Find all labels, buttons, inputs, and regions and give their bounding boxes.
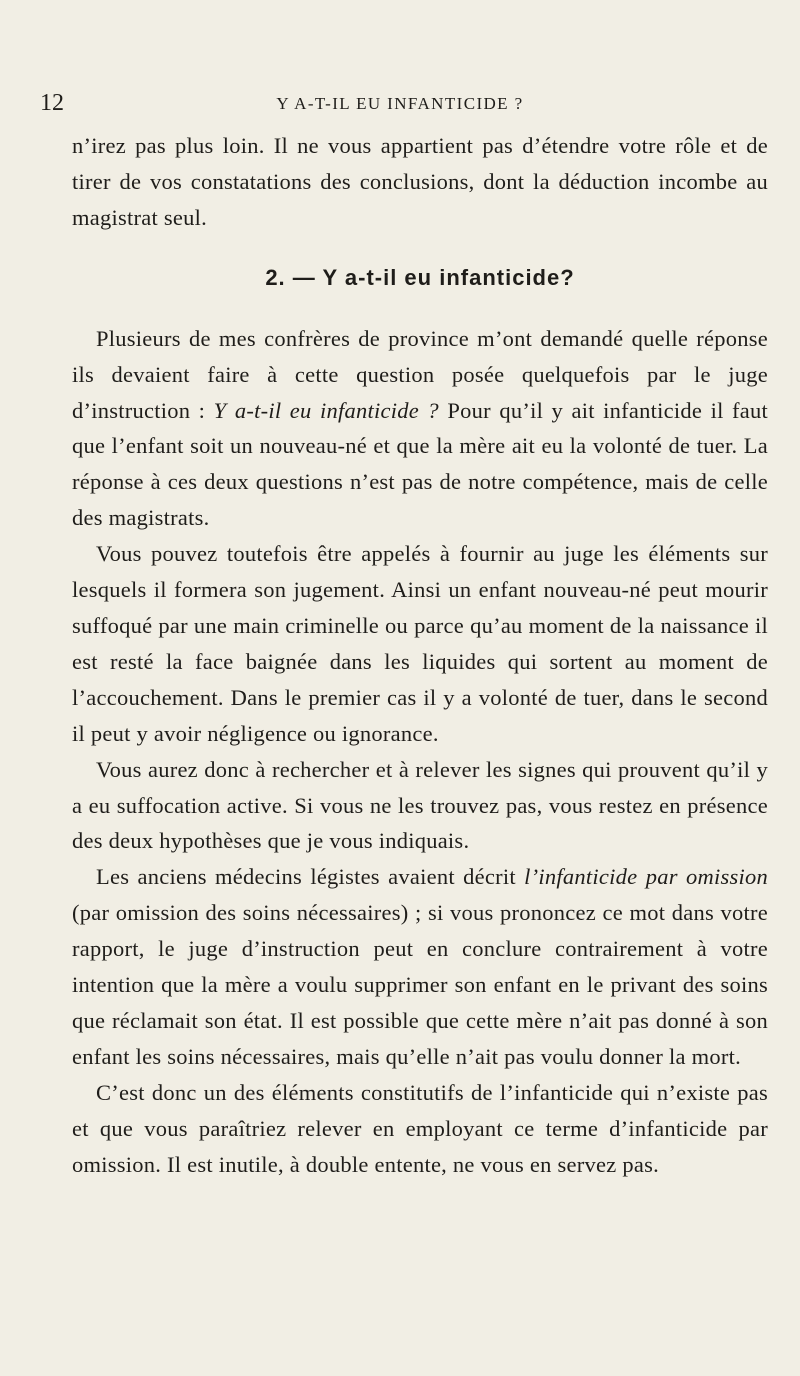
paragraph-3: Vous aurez donc à rechercher et à relever les signes qui prouvent qu’il y a eu suffocation active. Si vous ne les trouvez pas, vous restez en présence des deux hypothèses que je vous indiquais. xyxy=(72,756,768,854)
section-heading: 2. — Y a-t-il eu infanticide? xyxy=(265,264,575,290)
paragraph-4-text-b: (par omission des soins nécessaires) ; si vous prononcez ce mot dans votre rapport, le juge d’instruction peut en conclure contrairement à votre intention que la mère a voulu supprimer son enfant en le privant des soins que réclamait son état. Il est possible que cette mère n’ait pas donné à son enfant les soins nécessaires, mais qu’elle n’ait pas voulu donner la mort. xyxy=(72,900,768,1069)
paragraph-5: C’est donc un des éléments constitutifs de l’infanticide qui n’existe pas et que vous paraîtriez relever en employant ce terme d’infanticide par omission. Il est inutile, à double entente, ne vous en servez pas. xyxy=(72,1079,768,1177)
page-number: 12 xyxy=(40,90,64,116)
paragraph-4-text-a: Les anciens médecins légistes avaient décrit xyxy=(96,864,516,890)
paragraph-2: Vous pouvez toutefois être appelés à fournir au juge les éléments sur lesquels il formera son jugement. Ainsi un enfant nouveau-né peut mourir suffoqué par une main criminelle ou parce qu’au moment de la naissance il est resté la face baignée dans les liquides qui sortent au moment de l’accouchement. Dans le premier cas il y a volonté de tuer, dans le second il peut y avoir négligence ou ignorance. xyxy=(72,541,768,746)
paragraph-4-italic-term: l’infanticide par omission xyxy=(524,864,769,890)
paragraph-1 xyxy=(72,321,768,536)
paragraph-4 xyxy=(72,859,768,1074)
paragraph-1-text-a: Plusieurs de mes confrères de province m’ont demandé quelle réponse ils devaient faire à cette question posée quelquefois par le juge d’instruction : xyxy=(72,325,768,423)
paragraph-continuation: n’irez pas plus loin. Il ne vous appartient pas d’étendre votre rôle et de tirer de vos constatations des conclusions, dont la déduction incombe au magistrat seul. xyxy=(72,133,768,230)
paragraph-1-italic-question: Y a-t-il eu infanticide ? xyxy=(213,397,439,423)
page-header xyxy=(40,88,760,118)
body-text xyxy=(72,128,768,1182)
running-title: Y A-T-IL EU INFANTICIDE ? xyxy=(276,94,524,113)
paragraph-1-text-b: Pour qu’il y ait infanticide il faut que l’enfant soit un nouveau-né et que la mère ait eu la volonté de tuer. La réponse à ces deux questions n’est pas de notre compétence, mais de celle des magistrats. xyxy=(72,397,769,531)
